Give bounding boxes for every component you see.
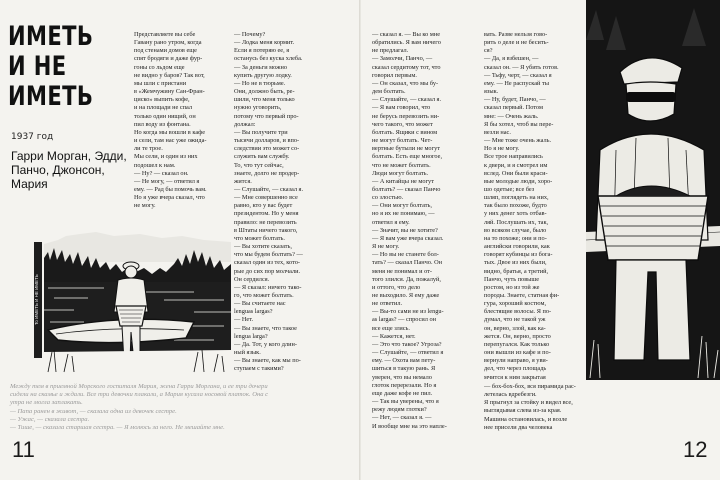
page-number-right: 12 [683,437,708,462]
text-column-right-1: — сказал я. — Вы ко мне обратились. Я вам ничего не предлагал. — Замолчи, Панчо, — сказал сердитому тот, что говорил первым. — Он сказал, что мы бу- дем болтать. — Слушайте, — сказал я. — Я вам говорил, что не берусь перевозить ни- чего такого, что может болтать. Ящики с вином не могут болтать. Чет- вертные бутыли не могут болтать. Есть еще многое, что не может болтать. Люди могут болтать. — А китайцы не могут болтать? — сказал Панчо со злостью. — Они могут болтать, но я их не понимаю, — ответил я ему. — Значит, вы не хотите? — Я вам уже вчера сказал. Я не могу. — Но вы не станете бол- тать? — сказал Панчо. Он меня не понимал и от- того злился. Да, пожалуй, и оттого, что дело не выходило. Я ему даже не ответил. — Вы-то сами не из lengu- as largas? — спросил он все еще злясь. — Кажется, нет. — Это что такое? Угроза? — Слушайте, — ответил я ему. — Охота вам пету- шиться в такую рань. Я уверен, что вы немало глоток перерезали. Но я еще даже кофе не пил. — Так вы уверены, что я режу людям глотки? — Нет, — сказал я. — И вообще мне на это напле- [372,31,447,430]
text-column-right-3: — бох-бох-бох, вся пирамида рас- летелась вдребезги. Я прыгнул за стойку и видел все, выглядывая слева из-за края. Машина остановилась, и возле нее присели два человека [484,383,576,431]
cast-list: Гарри Морган, Эдди, Панчо, Джонсон, Мария [11,149,127,191]
text-column-left-2: — Почему? — Лодка меня кормит. Если я потеряю ее, я останусь без куска хлеба. — За деньги можно купить другую лодку. — Но не в тюрьме. Они, должно быть, ре- шили, что меня только нужно уговорить, потому что первый про- должал: — Вы получите три тысячи долларов, и впо- следствии это может со- служить вам службу. То, что тут сейчас, знаете, долго не продер- жится. — Слушайте, — сказал я. — Мне совершенно все равно, кто у вас будет президентом. Но у меня правило: не перевозить в Штаты ничего такого, что может болтать. — Вы хотите сказать, что мы будем болтать? — сказал один из тех, кото- рые до сих пор молчали. Он сердился. — Я сказал: ничего тако- го, что может болтать. — Вы считаете нас lenguas largas? — Нет. — Вы знаете, что такое lengua larga? — Да. Тот, у кого длин- ный язык. — Вы знаете, как мы по- ступаем с такими? [234,31,304,373]
chapter-year: 1937 год [11,132,54,142]
book-spine-label: То ИМЕТЬ И НЕ ИМЕТЬ [34,274,39,326]
masked-man-illustration [586,0,720,380]
page-number-left: 11 [12,437,35,462]
page-gutter [359,0,361,480]
fisherman-lake-illustration [44,222,231,374]
text-column-left-1: Представляете вы себе Гавану рано утром, когда под стенами домов еще спят бродяги и даже фур- гоны со льдом еще не видно у баров? Так вот, мы шли с пристани в «Жемчужину Сан-Фран- циско» выпить кофе, и на площади не спал только один нищий, он пил воду из фонтана. Но когда мы вошли в кафе и сели, там нас уже ожида- ли те трое. Мы сели, и один из них подошел к нам. — Ну? — сказал он. — Не могу, — ответил я ему. — Рад бы помочь вам. Но я уже вчера сказал, что не могу. [134,31,207,210]
italic-caption: Между тем в приемной Морского госпиталя Мария, жена Гарри Моргана, и ее три дочери сидели на скамье и ждали. Все три девочки плакали, а Мария кусала носовой платок. Она с утра не могла заплакать. — Папа ранен в живот, — сказала одна из девочек сестре. — Ужас, — сказала сестра. — Тише, — сказала старшая сестра. — Я молюсь за него. Не мешайте мне. [10,383,269,432]
text-column-right-2: вать. Разве нельзя гово- рить о деле и не бесить- ся? — Да, я взбешен, — сказал он. — Я убить готов. — Тьфу, черт, — сказал я ему. — Не распускай ты язык. — Ну, будет, Панчо, — сказал первый. Потом мне: — Очень жаль. Я бы хотел, чтоб вы пере- везли нас. — Мне тоже очень жаль. Но я не могу. Все трое направились к двери, и я смотрел им вслед. Они были краси- вые молодые люди, хоро- шо одетые; все без шляп, поглядеть на них, так было похоже, будто у них денег хоть отбав- ляй. Послушать их, так, во всяком случае, было на то похоже; они и по- английски говорили, как говорят кубинцы из бога- тых. Двое из них были, видно, братья, а третий, Панчо, чуть повыше ростом, но из той же породы. Знаете, статная фи- гура, хороший костюм, блестящие волосы. Я по- думал, что не такой уж он, верно, злой, как ка- жется. Он, верно, просто перепугался. Как только они вышли из кафе и по- вернули направо, я уви- дел, что через площадь мчится к ним закрытая [484,31,560,381]
chapter-title: ИМЕТЬ И НЕ ИМЕТЬ [8,21,94,112]
